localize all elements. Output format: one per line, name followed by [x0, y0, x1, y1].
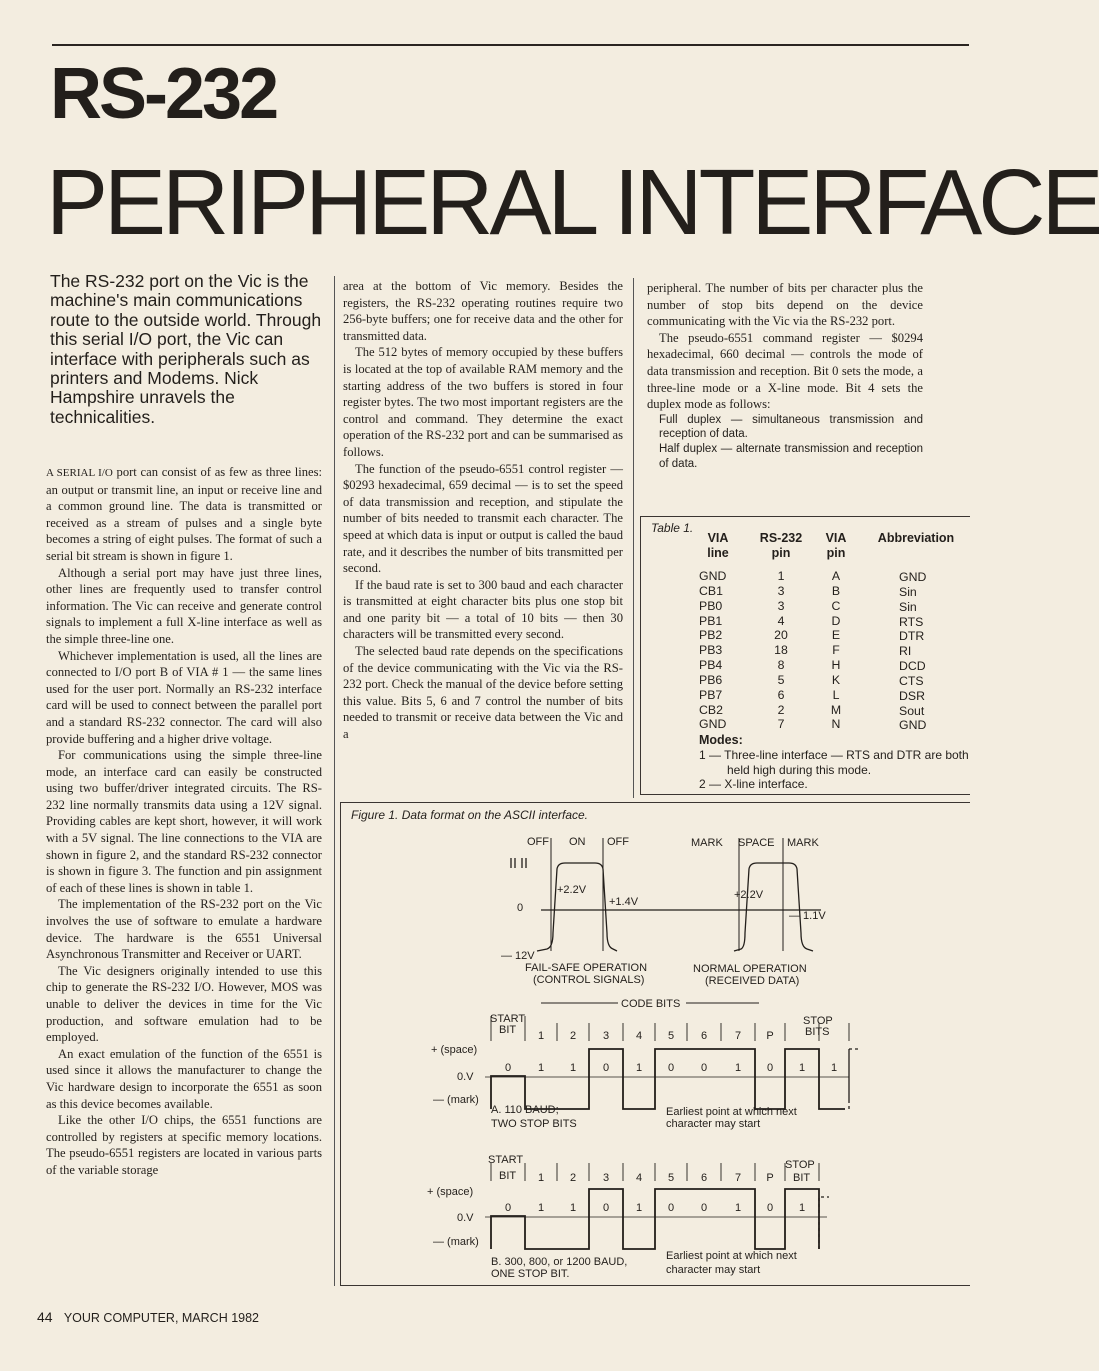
waveform-a — [491, 1049, 845, 1109]
mode-1: 1 — Three-line interface — RTS and DTR are both held high during this mode. — [699, 747, 969, 777]
table-cell-abbreviation: Sin — [899, 599, 917, 614]
title-peripheral-interface: PERIPHERAL INTERFACE — [46, 150, 1099, 254]
table-cell-via-line: PB1 — [699, 613, 723, 628]
table-cell-abbreviation: GND — [899, 570, 927, 584]
rs232-pin-column — [761, 569, 801, 732]
bit-value: 0 — [700, 1062, 708, 1074]
label-a-2: TWO STOP BITS — [491, 1118, 577, 1130]
bit-number: P — [766, 1172, 774, 1184]
magazine-credit: YOUR COMPUTER, MARCH 1982 — [63, 1311, 260, 1325]
bit-number: 6 — [700, 1172, 708, 1184]
table-cell-via-line: PB2 — [699, 628, 723, 643]
full-duplex-item: Full duplex — simultaneous transmission and reception of data. — [659, 413, 923, 441]
table-cell-via-line: PB0 — [699, 598, 723, 613]
bit-value: 1 — [798, 1062, 806, 1074]
bit-value: 1 — [734, 1202, 742, 1214]
paragraph: A SERIAL I/O port can consist of as few as three lines: an output or transmit line, an input or receive line and a common ground line. The data is transmitted or received as a stream of pulses and a single byte becomes a string of eight pulses. The format of such a serial bit stream is shown in figure 1. — [46, 465, 322, 563]
bit-value: 1 — [569, 1062, 577, 1074]
next-start-a — [849, 1049, 859, 1109]
paragraph: If the baud rate is set to 300 baud and each character is transmitted at eight character bits plus one stop bit and one parity bit — a total of 10 bits — then 30 characters will be transmitted every second. — [343, 577, 623, 642]
column-2 — [343, 278, 623, 743]
bit-value: 0 — [602, 1202, 610, 1214]
bit-value: 1 — [537, 1062, 545, 1074]
table-cell-rs232-pin: 3 — [777, 598, 785, 613]
table-cell-via-line: CB1 — [699, 583, 723, 598]
column-3 — [647, 280, 923, 471]
table-1 — [640, 516, 970, 795]
bit-value: 0 — [667, 1062, 675, 1074]
paragraph: The implementation of the RS-232 port on the Vic involves the use of software to emulate a hardware device. The hardware is the 6551 Universal Asynchronous Transmitter and Receiver or UART. — [46, 897, 322, 962]
bit-number: 4 — [635, 1030, 643, 1042]
bit-number: 1 — [537, 1172, 545, 1184]
table-cell-via-pin: N — [831, 717, 841, 732]
bit-number: 7 — [734, 1172, 742, 1184]
label-plus22-a: +2.2V — [557, 884, 587, 896]
label-code-bits: CODE BITS — [621, 998, 681, 1010]
label-normal-2: (RECEIVED DATA) — [705, 975, 800, 987]
bit-numbers-a — [538, 1030, 774, 1042]
table-cell-via-line: GND — [699, 717, 727, 732]
bit-value: 1 — [635, 1062, 643, 1074]
bit-value: 1 — [635, 1202, 643, 1214]
modes-notes — [699, 733, 969, 792]
page-footer — [37, 1309, 259, 1325]
label-failsafe-2: (CONTROL SIGNALS) — [533, 974, 645, 986]
bit-numbers-b — [538, 1172, 774, 1184]
half-duplex-item: Half duplex — alternate transmission and reception of data. — [659, 442, 923, 470]
label-mark-right: MARK — [787, 837, 819, 849]
table-cell-via-pin: H — [831, 658, 841, 673]
via-pin-column — [827, 569, 845, 732]
bit-value: 0 — [504, 1202, 512, 1214]
bit-number: 5 — [667, 1172, 675, 1184]
label-mark-left: MARK — [691, 837, 723, 849]
bit-value: 1 — [798, 1202, 806, 1214]
bit-number: 6 — [700, 1030, 708, 1042]
bit-value: 1 — [537, 1202, 545, 1214]
table-cell-rs232-pin: 8 — [777, 658, 785, 673]
column-1 — [46, 464, 322, 1179]
table-cell-rs232-pin: 1 — [777, 569, 785, 583]
bit-value: 0 — [504, 1062, 512, 1074]
label-stop-a: STOP — [803, 1015, 833, 1027]
label-bit-a: BIT — [499, 1024, 517, 1036]
table-cell-rs232-pin: 20 — [774, 628, 788, 643]
paragraph: The function of the pseudo-6551 control register — $0293 hexadecimal, 659 decimal — is to set the speed of data transmission and reception, and stipulate the number of bits needed to transmit each character. The speed at which data is input or output is called the baud rate, and it describes the number of bits transmitted per second. — [343, 461, 623, 576]
bit-number: 4 — [635, 1172, 643, 1184]
next-start-b — [819, 1197, 829, 1249]
paragraph: The selected baud rate depends on the specifications of the device communicating with the Vic via the RS-232 port. Check the manual of the device before setting this value. Bits 5, 6 and 7 control the number of bits needed to transmit or receive data between the Vic and a — [343, 644, 623, 742]
table-caption: Table 1. — [651, 521, 694, 535]
bit-value: 1 — [830, 1062, 838, 1074]
table-cell-rs232-pin: 4 — [777, 613, 785, 628]
lead-smallcaps: A SERIAL I/O — [46, 467, 113, 479]
label-on: ON — [569, 836, 586, 848]
table-cell-via-pin: B — [831, 583, 841, 598]
header-rs232-pin: RS-232 pin — [759, 531, 803, 560]
bit-number: 3 — [602, 1172, 610, 1184]
label-space: SPACE — [738, 837, 775, 849]
level-ov-b: 0.V — [457, 1212, 474, 1224]
table-cell-abbreviation: RTS — [899, 614, 924, 629]
table-cell-abbreviation: GND — [899, 718, 927, 733]
table-cell-abbreviation: CTS — [899, 673, 924, 688]
table-cell-abbreviation: Sin — [899, 584, 917, 599]
table-cell-via-pin: M — [830, 702, 842, 717]
bit-number: 3 — [602, 1030, 610, 1042]
table-cell-via-line: GND — [699, 569, 727, 583]
bit-value: 0 — [766, 1062, 774, 1074]
paragraph: An exact emulation of the function of the 6551 is used since it allows the manufacturer to change the Vic hardware design to incorporate the 6551 as soon as this device becomes available. — [46, 1046, 322, 1111]
column-divider — [334, 276, 335, 1286]
bit-value: 0 — [700, 1202, 708, 1214]
bit-value: 1 — [569, 1202, 577, 1214]
label-bit-b-stop: BIT — [793, 1172, 811, 1184]
table-cell-abbreviation: DSR — [899, 688, 925, 703]
table-cell-via-line: PB3 — [699, 643, 723, 658]
table-cell-via-line: CB2 — [699, 702, 723, 717]
bit-value: 0 — [667, 1202, 675, 1214]
label-a-1: A. 110 BAUD; — [491, 1104, 559, 1116]
via-line-column — [699, 569, 726, 732]
paragraph: The pseudo-6551 command register — $0294 hexadecimal, 660 decimal — controls the mode of data transmission and reception. Bit 0 sets the mode, a three-line mode or a X-line mode. Bit 4 sets the duplex mode as follows: — [647, 330, 923, 412]
bit-number: P — [766, 1030, 774, 1042]
label-failsafe-1: FAIL-SAFE OPERATION — [525, 962, 648, 974]
paragraph: Whichever implementation is used, all the lines are connected to I/O port B of VIA # 1 — the same lines used for the user port. Normally an RS-232 interface card will be used to connect between the parallel port and a standard RS-232 connector. The card will also provide buffering and a higher drive voltage. — [46, 648, 322, 746]
table-cell-via-pin: E — [831, 628, 841, 643]
figure-1 — [340, 802, 970, 1286]
label-stop-b: STOP — [785, 1159, 815, 1171]
label-bit-b: BIT — [499, 1170, 517, 1182]
label-plus14: +1.4V — [609, 896, 639, 908]
level-space-a: + (space) — [431, 1044, 478, 1056]
paragraph: The Vic designers originally intended to use this chip to generate the RS-232 I/O. However, MOS was unable to deliver the devices in time for the Vic production, and software emulation had to be employed. — [46, 963, 322, 1045]
table-cell-rs232-pin: 7 — [777, 717, 785, 732]
label-b-1: B. 300, 800, or 1200 BAUD, — [491, 1256, 628, 1268]
paragraph: area at the bottom of Vic memory. Besides the registers, the RS-232 operating routines require two 256-byte buffers; one for receive data and the other for transmitted data. — [343, 279, 623, 343]
table-cell-abbreviation: RI — [899, 644, 912, 659]
bit-number: 5 — [667, 1030, 675, 1042]
label-earliest-b-1: Earliest point at which next — [666, 1250, 797, 1262]
table-cell-abbreviation: Sout — [899, 703, 925, 718]
bit-number: 2 — [569, 1030, 577, 1042]
header-via-pin: VIA pin — [825, 531, 847, 560]
table-cell-via-pin: C — [831, 598, 841, 613]
bit-number: 2 — [569, 1172, 577, 1184]
table-cell-via-pin: K — [831, 672, 841, 687]
label-start-a: START — [490, 1013, 526, 1025]
label-earliest-a-2: character may start — [666, 1118, 761, 1130]
label-plus22-b: +2.2V — [734, 889, 764, 901]
table-cell-via-pin: L — [832, 687, 840, 702]
label-off-left: OFF — [527, 836, 549, 848]
header-abbreviation: Abbreviation — [877, 531, 955, 545]
paragraph: Although a serial port may have just three lines, other lines are frequently used to transfer control information. The Vic can receive and generate control signals to implement a full X-line interface as well as the simple three-line one. — [46, 565, 322, 646]
table-cell-rs232-pin: 6 — [777, 687, 785, 702]
table-cell-rs232-pin: 18 — [774, 643, 788, 658]
page-number: 44 — [37, 1309, 53, 1325]
label-start-b: START — [488, 1154, 524, 1166]
table-cell-via-line: PB4 — [699, 658, 723, 673]
paragraph: For communications using the simple three-line mode, an interface card can easily be constructed using two buffer/driver integrated circuits. The RS-232 line normally transmits data using a 12V signal. Providing cables are kept short, however, it will work with a 5V signal. The line connections to the VIA are shown in figure 2, and the standard RS-232 connector is shown in figure 3. The function and pin assignment of each of these lines is shown in table 1. — [46, 748, 322, 895]
table-cell-rs232-pin: 2 — [777, 702, 785, 717]
paragraph: Like the other I/O chips, the 6551 functions are controlled by registers at specific memory locations. The pseudo-6551 registers are located in various parts of the variable storage — [46, 1113, 322, 1177]
abbreviation-column — [899, 570, 926, 733]
bit-value: 0 — [602, 1062, 610, 1074]
figure-diagram — [341, 803, 970, 1285]
header-via-line: VIA line — [707, 531, 729, 560]
label-minus11: — 1.1V — [789, 910, 826, 922]
paragraph: The 512 bytes of memory occupied by these buffers is located at the top of available RAM memory and the starting address of the two buffers is stored in four register bytes. The two most important registers are the control and command. They determine the exact operation of the RS-232 port and can be summarised as follows. — [343, 345, 623, 459]
table-cell-via-line: PB6 — [699, 672, 723, 687]
level-mark-a: — (mark) — [433, 1094, 479, 1106]
waveform-b — [491, 1189, 819, 1249]
label-normal-1: NORMAL OPERATION — [693, 963, 807, 975]
modes-heading: Modes: — [699, 733, 743, 747]
level-mark-b: — (mark) — [433, 1236, 479, 1248]
bit-value: 1 — [734, 1062, 742, 1074]
label-minus12: — 12V — [501, 950, 535, 962]
level-ov-a: 0.V — [457, 1071, 474, 1083]
label-earliest-b-2: character may start — [666, 1264, 761, 1276]
label-zero: 0 — [517, 902, 524, 914]
bit-value: 0 — [766, 1202, 774, 1214]
column-divider — [633, 278, 634, 798]
table-cell-abbreviation: DTR — [899, 629, 925, 644]
table-cell-via-pin: F — [832, 643, 840, 658]
normal-pulse — [734, 863, 813, 951]
top-rule — [52, 44, 969, 46]
level-space-b: + (space) — [427, 1186, 474, 1198]
bit-values-a — [505, 1062, 837, 1074]
table-cell-rs232-pin: 3 — [777, 583, 785, 598]
table-cell-abbreviation: DCD — [899, 659, 926, 674]
figure-caption: Figure 1. Data format on the ASCII interface. — [351, 808, 588, 822]
label-earliest-a-1: Earliest point at which next — [666, 1106, 797, 1118]
failsafe-pulse — [537, 863, 617, 951]
title-rs232: RS-232 — [50, 54, 277, 134]
intro-standfirst: The RS-232 port on the Vic is the machine's main communications route to the outside world. Through this serial I/O port, the Vic can interface with peripherals such as printers and Modems. Nick Hampshire unravels the technicalities. — [50, 271, 322, 427]
bit-number: 1 — [537, 1030, 545, 1042]
table-cell-rs232-pin: 5 — [777, 672, 785, 687]
table-cell-via-line: PB7 — [699, 687, 723, 702]
tick-marks — [511, 858, 526, 868]
paragraph: peripheral. The number of bits per character plus the number of stop bits depend on the device communicating with the Vic via the RS-232 port. — [647, 281, 923, 329]
mode-2: 2 — X-line interface. — [699, 777, 808, 792]
label-bits-a: BITS — [805, 1026, 830, 1038]
bit-number: 7 — [734, 1030, 742, 1042]
table-cell-via-pin: D — [831, 613, 841, 628]
label-off-right: OFF — [607, 836, 629, 848]
label-b-2: ONE STOP BIT. — [491, 1268, 570, 1280]
table-cell-via-pin: A — [831, 569, 841, 583]
